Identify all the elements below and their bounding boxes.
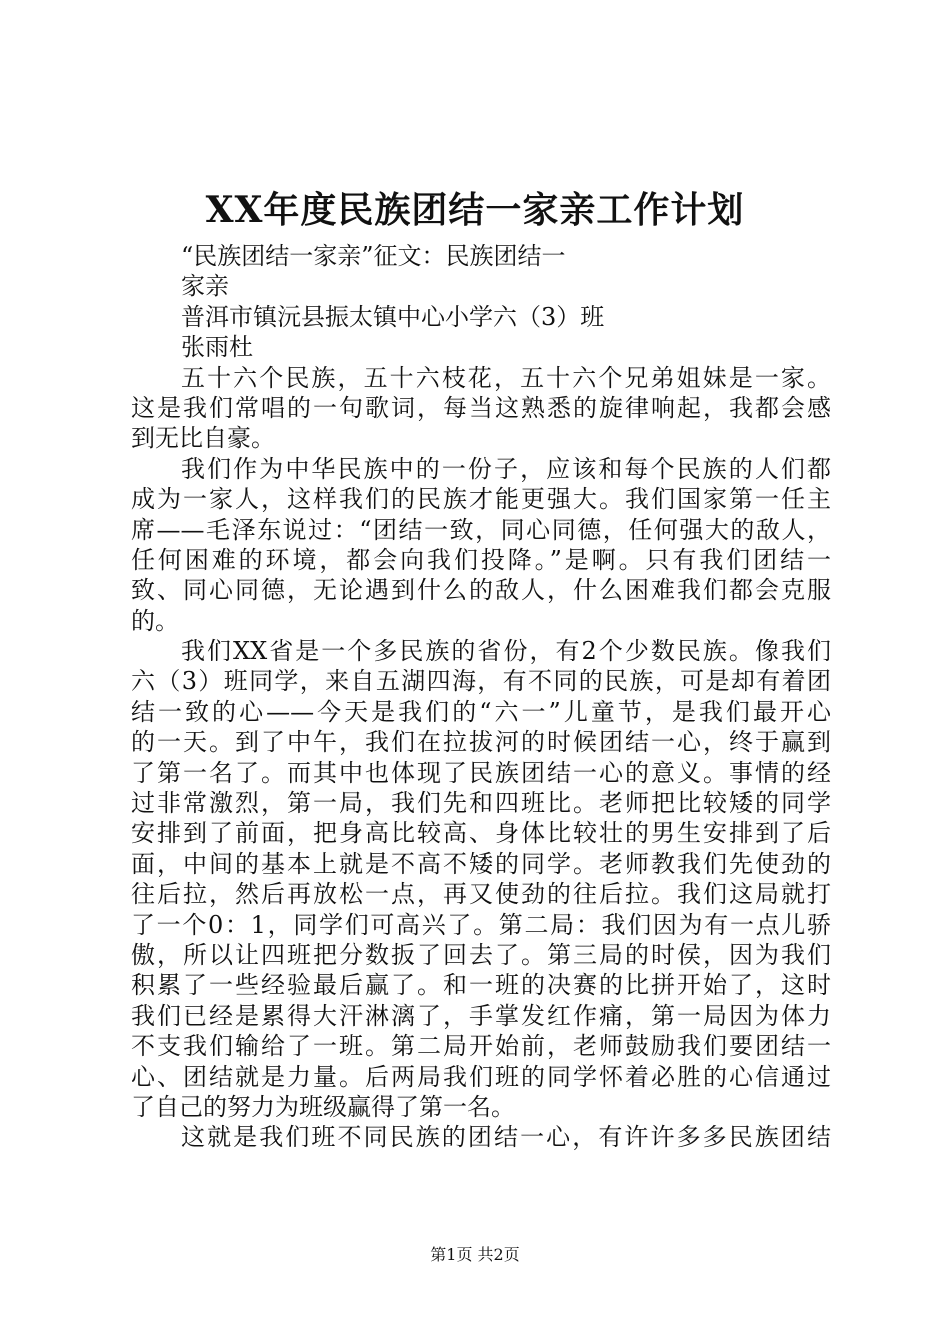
text-line: “民族团结一家亲”征文：民族团结一 [181,242,566,270]
text-line: 张雨杜 [181,333,253,362]
text-line: 任何困难的环境，都会向我们投降。”是啊。只有我们团结一 [131,545,831,574]
text-line: 这是我们常唱的一句歌词，每当这熟悉的旋律响起，我都会感 [131,393,831,422]
text-line: 往后拉，然后再放松一点，再又使劲的往后拉。我们这局就打 [131,880,831,909]
text-line: 过非常激烈，第一局，我们先和四班比。老师把比较矮的同学 [131,789,831,818]
document-body [131,241,831,1153]
text-line: 了一个0：1，同学们可高兴了。第二局：我们因为有一点儿骄 [131,910,831,939]
text-line: 结一致的心——今天是我们的“六一”儿童节，是我们最开心 [131,697,831,726]
text-line: 了自己的努力为班级赢得了第一名。 [131,1092,515,1121]
text-line: 不支我们输给了一班。第二局开始前，老师鼓励我们要团结一 [131,1032,831,1061]
text-line: 家亲 [181,272,229,301]
text-line: 致、同心同德，无论遇到什么的敌人，什么困难我们都会克服 [131,576,831,605]
text-line: 我们XX省是一个多民族的省份，有2个少数民族。像我们 [181,637,831,666]
page-footer: 第1页 共2页 [430,1245,520,1264]
text-line: 普洱市镇沅县振太镇中心小学六（3）班 [181,302,605,331]
text-line: 了第一名了。而其中也体现了民族团结一心的意义。事情的经 [131,758,831,787]
document-title: XX年度民族团结一家亲工作计划 [205,189,745,231]
text-line: 面，中间的基本上就是不高不矮的同学。老师教我们先使劲的 [131,849,831,878]
text-line: 心、团结就是力量。后两局我们班的同学怀着必胜的心信通过 [131,1062,831,1091]
text-line: 的一天。到了中午，我们在拉拔河的时候团结一心，终于赢到 [131,728,831,757]
text-line: 五十六个民族，五十六枝花，五十六个兄弟姐妹是一家。 [181,363,831,392]
text-line: 安排到了前面，把身高比较高、身体比较壮的男生安排到了后 [131,819,831,848]
text-line: 席——毛泽东说过：“团结一致，同心同德，任何强大的敌人， [131,515,831,544]
text-line: 这就是我们班不同民族的团结一心，有许许多多民族团结 [181,1123,831,1152]
text-line: 傲，所以让四班把分数扳了回去了。第三局的时侯，因为我们 [131,940,831,969]
text-line: 的。 [131,606,179,635]
text-line: 我们已经是累得大汗淋漓了，手掌发红作痛，第一局因为体力 [131,1001,831,1030]
text-line: 成为一家人，这样我们的民族才能更强大。我们国家第一任主 [131,485,831,514]
text-line: 到无比自豪。 [131,424,275,453]
text-line: 积累了一些经验最后赢了。和一班的决赛的比拼开始了，这时 [131,971,831,1000]
text-line: 我们作为中华民族中的一份子，应该和每个民族的人们都 [181,454,831,483]
text-line: 六（3）班同学，来自五湖四海，有不同的民族，可是却有着团 [131,667,831,696]
